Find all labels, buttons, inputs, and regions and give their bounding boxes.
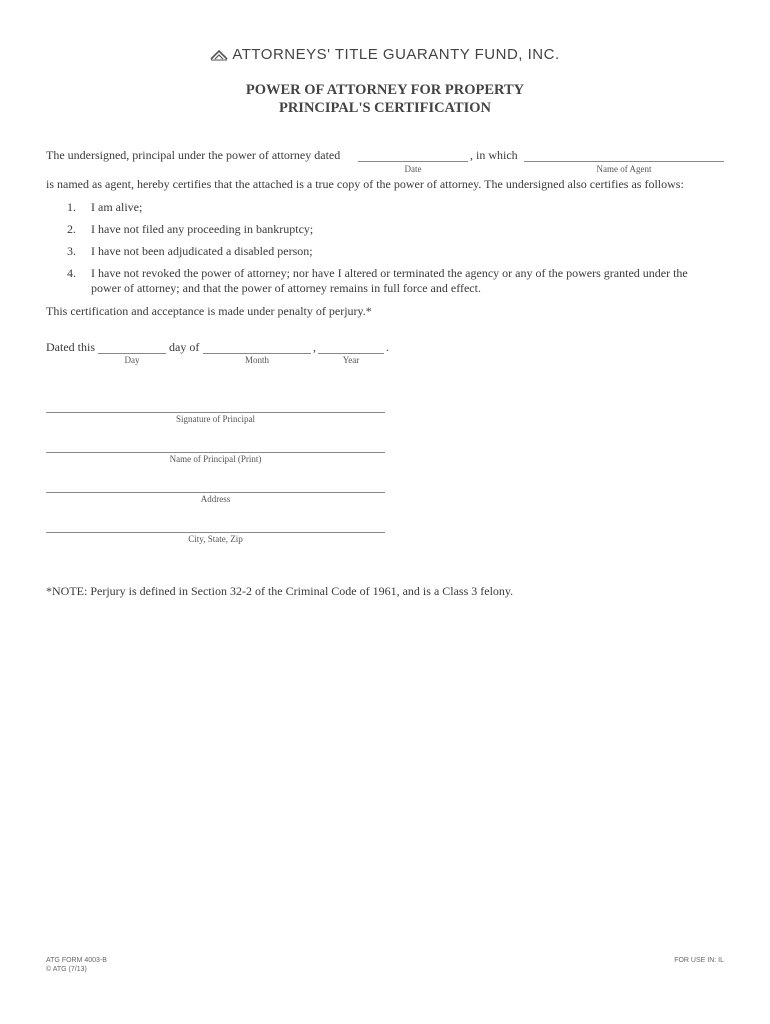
agent-name-field[interactable] [524,161,724,162]
item-number: 2. [67,222,76,236]
item-number: 3. [67,244,76,258]
form-title: POWER OF ATTORNEY FOR PROPERTY [245,82,525,98]
city-state-zip-caption: City, State, Zip [188,534,243,544]
list-item: I have not filed any proceeding in bankruptcy; [91,222,314,236]
intro-text-part1: The undersigned, principal under the power of attorney dated [46,148,341,162]
principal-name-caption: Name of Principal (Print) [169,454,262,464]
copyright: © ATG (7/13) [46,966,87,973]
intro-text-part2: , in which [470,148,518,162]
signature-caption: Signature of Principal [176,414,255,424]
dated-label: Dated this [46,340,95,354]
year-caption: Year [342,355,360,365]
intro-text-line2: is named as agent, hereby certifies that the attached is a true copy of the power of attorney. The undersigned also certifies as follows: [46,177,684,191]
date-caption: Date [404,164,422,174]
day-caption: Day [124,355,140,365]
perjury-note: *NOTE: Perjury is defined in Section 32-2 of the Criminal Code of 1961, and is a Class 3 felony. [46,584,514,598]
form-number: ATG FORM 4003-B [46,957,107,964]
address-field[interactable] [46,492,385,493]
city-state-zip-field[interactable] [46,532,385,533]
date-field[interactable] [358,161,468,162]
year-field[interactable] [318,353,384,354]
agent-name-caption: Name of Agent [596,164,652,174]
item-number: 4. [67,266,76,280]
form-subtitle: PRINCIPAL'S CERTIFICATION [278,100,492,116]
principal-name-field[interactable] [46,452,385,453]
list-item: I am alive; [91,200,143,214]
for-use-in: FOR USE IN: IL [674,957,724,964]
day-field[interactable] [98,353,166,354]
atg-logo-icon [210,48,228,65]
period: . [386,340,389,354]
signature-field[interactable] [46,412,385,413]
list-item-continued: power of attorney; and that the power of attorney remains in full force and effect. [91,281,481,295]
month-field[interactable] [203,353,311,354]
list-item: I have not revoked the power of attorney; nor have I altered or terminated the agency or any of the powers granted under the [91,266,688,280]
day-of-label: day of [169,340,200,354]
address-caption: Address [200,494,231,504]
month-caption: Month [244,355,269,365]
company-name: ATTORNEYS' TITLE GUARANTY FUND, INC. [0,46,770,65]
comma: , [313,340,316,354]
perjury-statement: This certification and acceptance is made under penalty of perjury.* [46,304,372,318]
list-item: I have not been adjudicated a disabled person; [91,244,313,258]
item-number: 1. [67,200,76,214]
